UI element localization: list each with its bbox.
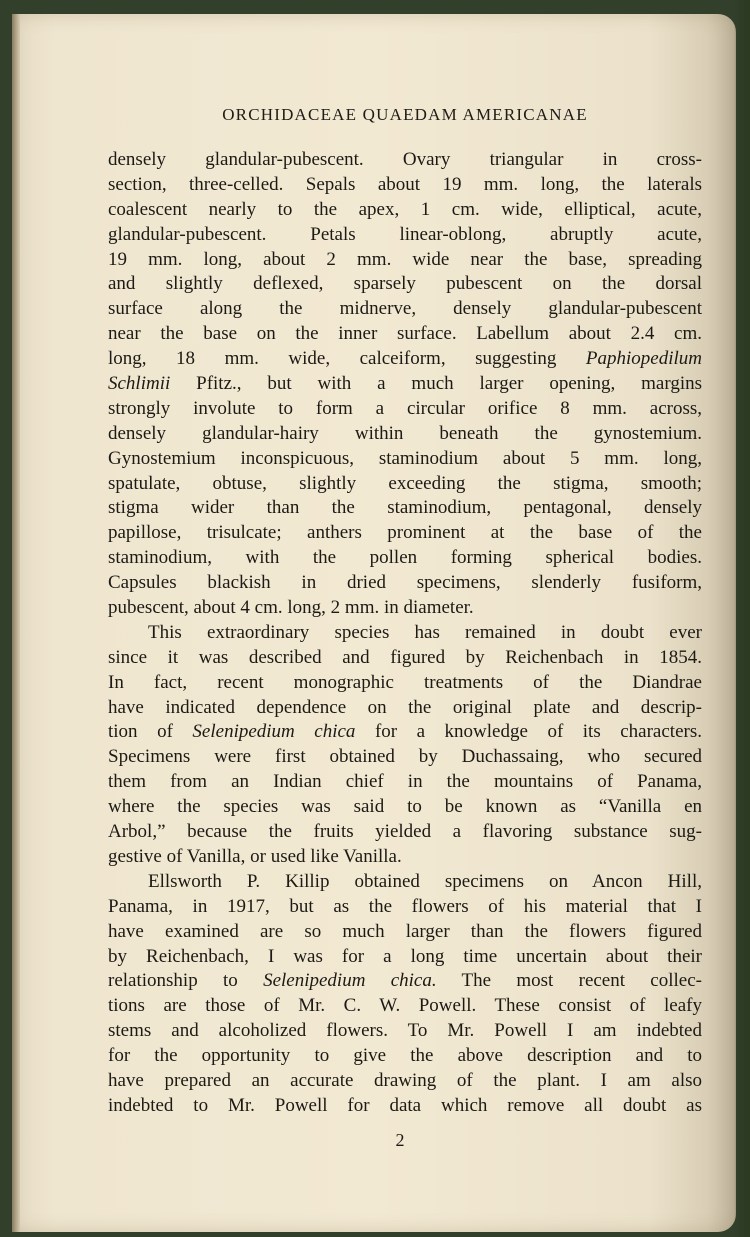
text-run: relationship to — [108, 970, 264, 992]
italic-taxon: Schlimii — [108, 373, 171, 395]
text-line — [108, 496, 702, 521]
text-line — [108, 1094, 702, 1119]
text-line — [108, 795, 702, 820]
text-run: strongly involute to form a circular orifice 8 mm. across, — [108, 397, 702, 419]
text-run: pubescent, about 4 cm. long, 2 mm. in diameter. — [108, 597, 474, 619]
text-run: 19 mm. long, about 2 mm. wide near the base, spreading — [108, 248, 702, 270]
text-line — [108, 945, 702, 970]
text-run: Capsules blackish in dried specimens, slenderly fusiform, — [108, 572, 702, 594]
text-line — [108, 596, 702, 621]
text-run: glandular-pubescent. Petals linear-oblong, abruptly acute, — [108, 223, 702, 245]
text-run: gestive of Vanilla, or used like Vanilla. — [108, 845, 402, 867]
text-line — [108, 845, 702, 870]
text-run: Specimens were first obtained by Duchassaing, who secured — [108, 746, 702, 768]
text-line — [108, 521, 702, 546]
text-run: In fact, recent monographic treatments of the Diandrae — [108, 671, 702, 693]
text-run: section, three-celled. Sepals about 19 mm. long, the laterals — [108, 173, 702, 195]
page-number: 2 — [395, 1130, 405, 1150]
text-line — [108, 671, 702, 696]
text-run: long, 18 mm. wide, calceiform, suggesting — [108, 348, 586, 370]
text-run: for a knowledge of its characters. — [355, 721, 702, 743]
text-line — [108, 969, 702, 994]
text-run: coalescent nearly to the apex, 1 cm. wide, elliptical, acute, — [108, 198, 702, 220]
text-run: Ellsworth P. Killip obtained specimens on Ancon Hill, — [148, 870, 702, 892]
text-run: have indicated dependence on the original plate and descrip- — [108, 696, 702, 718]
text-line — [108, 920, 702, 945]
text-line — [108, 745, 702, 770]
text-line — [108, 223, 702, 248]
text-line — [108, 870, 702, 895]
text-line — [108, 347, 702, 372]
text-line — [108, 198, 702, 223]
text-line — [108, 372, 702, 397]
text-run: spatulate, obtuse, slightly exceeding the stigma, smooth; — [108, 472, 702, 494]
text-run: stigma wider than the staminodium, pentagonal, densely — [108, 497, 702, 519]
text-run: Pfitz., but with a much larger opening, margins — [170, 373, 702, 395]
text-line — [108, 1069, 702, 1094]
text-run: near the base on the inner surface. Labellum about 2.4 cm. — [108, 323, 702, 345]
text-line — [108, 272, 702, 297]
text-run: stems and alcoholized flowers. To Mr. Powell I am indebted — [108, 1020, 702, 1042]
text-run: where the species was said to be known as “Vanilla en — [108, 796, 702, 818]
text-run: papillose, trisulcate; anthers prominent at the base of the — [108, 522, 702, 544]
text-line — [108, 1019, 702, 1044]
text-run: indebted to Mr. Powell for data which remove all doubt as — [108, 1094, 702, 1116]
text-run: them from an Indian chief in the mountains of Panama, — [108, 771, 702, 793]
text-line — [108, 546, 702, 571]
text-run: Panama, in 1917, but as the flowers of his material that I — [108, 895, 702, 917]
text-run: tion of — [108, 721, 193, 743]
italic-taxon: Paphiopedilum — [585, 348, 702, 370]
text-line — [108, 148, 702, 173]
text-line — [108, 820, 702, 845]
text-run: tions are those of Mr. C. W. Powell. These consist of leafy — [108, 995, 702, 1017]
text-line — [108, 621, 702, 646]
text-line — [108, 472, 702, 497]
text-line — [108, 397, 702, 422]
text-run: Arbol,” because the fruits yielded a flavoring substance sug- — [108, 821, 702, 843]
text-line — [108, 646, 702, 671]
text-run: The most recent collec- — [436, 970, 702, 992]
body-text — [108, 148, 702, 1119]
text-line — [108, 297, 702, 322]
text-line — [108, 173, 702, 198]
text-line — [108, 720, 702, 745]
text-run: densely glandular-pubescent. Ovary triangular in cross- — [108, 149, 702, 170]
running-head: ORCHIDACEAE QUAEDAM AMERICANAE — [222, 105, 588, 124]
page-gutter — [12, 14, 20, 1232]
text-line — [108, 322, 702, 347]
text-line — [108, 770, 702, 795]
text-line — [108, 1044, 702, 1069]
text-line — [108, 248, 702, 273]
text-run: and slightly deflexed, sparsely pubescent on the dorsal — [108, 273, 702, 295]
text-run: by Reichenbach, I was for a long time uncertain about their — [108, 945, 702, 967]
text-run: staminodium, with the pollen forming spherical bodies. — [108, 547, 702, 569]
text-run: since it was described and figured by Reichenbach in 1854. — [108, 646, 702, 668]
text-run: have examined are so much larger than the flowers figured — [108, 920, 702, 942]
text-run: densely glandular-hairy within beneath the gynostemium. — [108, 422, 702, 444]
text-run: This extraordinary species has remained in doubt ever — [148, 621, 702, 643]
text-line — [108, 696, 702, 721]
text-line — [108, 447, 702, 472]
italic-taxon: Selenipedium chica. — [263, 970, 437, 992]
text-run: Gynostemium inconspicuous, staminodium about 5 mm. long, — [108, 447, 702, 469]
text-run: for the opportunity to give the above description and to — [108, 1045, 702, 1067]
text-line — [108, 571, 702, 596]
text-run: have prepared an accurate drawing of the plant. I am also — [108, 1069, 702, 1091]
text-line — [108, 895, 702, 920]
page-edge-shadow — [734, 0, 750, 1237]
text-line — [108, 994, 702, 1019]
text-line — [108, 422, 702, 447]
italic-taxon: Selenipedium chica — [192, 721, 356, 743]
text-run: surface along the midnerve, densely glandular-pubescent — [108, 298, 702, 320]
